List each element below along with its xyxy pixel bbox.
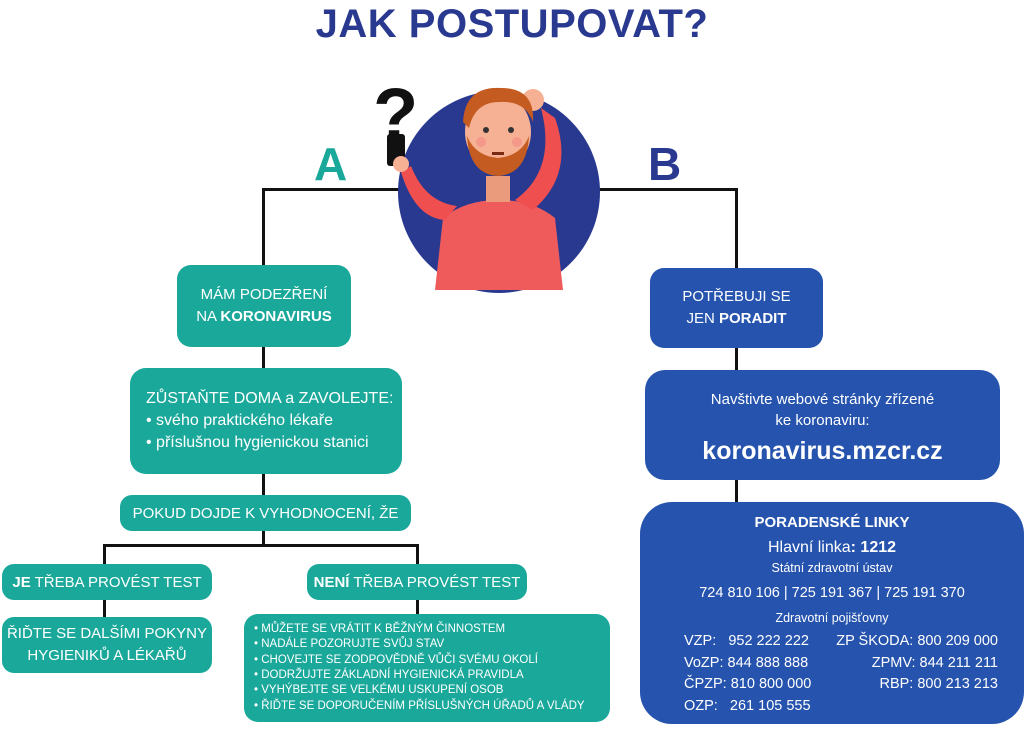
connector-left-test: [103, 600, 106, 617]
insurer-line: RBP: 800 213 213: [879, 676, 998, 692]
insurer-line: ČPZP: 810 800 000: [684, 676, 812, 692]
advice-line2: JEN PORADIT: [686, 310, 787, 327]
insurer-line: ZP ŠKODA: 800 209 000: [836, 633, 998, 649]
insurer-line: ZPMV: 844 211 211: [871, 654, 998, 671]
connector-b-1: [735, 348, 738, 370]
mouth: [492, 152, 504, 155]
test-needed-box: [2, 564, 212, 600]
connector-split: [103, 544, 418, 547]
advice-box: [650, 268, 823, 348]
confused-man-illustration: [365, 78, 610, 300]
no-test-list: [254, 622, 610, 714]
evaluation-text: POKUD DOJDE K VYHODNOCENÍ, ŽE: [132, 504, 399, 522]
eye-right: [508, 127, 514, 133]
connector-b-down: [735, 188, 738, 268]
neck: [486, 176, 510, 202]
suspicion-line2: NA KORONAVIRUS: [196, 308, 332, 325]
list-item: • MŮŽETE SE VRÁTIT K BĚŽNÝM ČINNOSTEM: [254, 622, 610, 637]
list-item: • svého praktického lékaře: [146, 410, 402, 432]
eye-left: [483, 127, 489, 133]
no-test-box: [244, 614, 610, 722]
list-item: • příslušnou hygienickou stanici: [146, 432, 402, 454]
phone-hand: [393, 156, 409, 172]
hotlines-box: [640, 502, 1024, 724]
stay-home-box: [130, 368, 402, 474]
insurers-right: [836, 631, 998, 717]
branch-b-label: B: [648, 138, 682, 190]
list-item: • NADÁLE POZORUJTE SVŮJ STAV: [254, 637, 610, 652]
website-box: [645, 370, 1000, 480]
question-mark-icon: ?: [373, 78, 419, 156]
connector-split-left: [103, 544, 106, 564]
list-item: • DODRŽUJTE ZÁKLADNÍ HYGIENICKÁ PRAVIDLA: [254, 668, 610, 683]
list-item: • ŘIĎTE SE DOPORUČENÍM PŘÍSLUŠNÝCH ÚŘADŮ A VLÁDY: [254, 699, 610, 714]
connector-b-2: [735, 480, 738, 502]
cheek-left: [476, 137, 486, 147]
stay-home-title: ZŮSTAŇTE DOMA a ZAVOLEJTE:: [146, 390, 394, 407]
test-needed-text: JE TŘEBA PROVÉST TEST: [12, 573, 202, 591]
cheek-right: [512, 137, 522, 147]
connector-a-1: [262, 346, 265, 368]
insurers-left: [684, 631, 811, 717]
instructions-line1: ŘIĎTE SE DALŠÍMI POKYNY: [6, 625, 208, 642]
connector-a-3: [262, 531, 265, 545]
website-url[interactable]: koronavirus.mzcr.cz: [702, 436, 943, 465]
test-not-needed-box: [307, 564, 527, 600]
stay-home-list: [146, 410, 402, 454]
instructions-box: [2, 617, 212, 673]
hotlines-title: PORADENSKÉ LINKY: [754, 514, 910, 531]
connector-a-2: [262, 473, 265, 495]
page-title: JAK POSTUPOVAT?: [315, 2, 709, 46]
insurer-line: OZP: 261 105 555: [684, 697, 811, 714]
insurer-line: VoZP: 844 888 888: [684, 654, 809, 671]
state-numbers: 724 810 106 | 725 191 367 | 725 191 370: [699, 585, 965, 601]
connector-right-test: [416, 600, 419, 614]
advice-line1: POTŘEBUJI SE: [682, 288, 791, 305]
insurers-columns: [640, 631, 1024, 717]
branch-a-label: A: [314, 138, 348, 190]
website-line2: ke koronaviru:: [775, 411, 870, 429]
website-line1: Navštivte webové stránky zřízené: [710, 390, 935, 408]
list-item: • VYHÝBEJTE SE VELKÉMU USKUPENÍ OSOB: [254, 683, 610, 698]
suspicion-box: [177, 265, 351, 347]
evaluation-box: [120, 495, 411, 531]
insurer-line: VZP: 952 222 222: [684, 633, 809, 649]
connector-split-right: [416, 544, 419, 564]
test-not-needed-text: NENÍ TŘEBA PROVÉST TEST: [313, 573, 521, 591]
instructions-line2: HYGIENIKŮ A LÉKAŘŮ: [27, 647, 187, 664]
connector-a-down: [262, 188, 265, 268]
main-line: Hlavní linka: 1212: [767, 539, 897, 556]
state-institute: Státní zdravotní ústav: [771, 561, 893, 575]
body-shirt: [435, 200, 563, 290]
suspicion-line1: MÁM PODEZŘENÍ: [200, 286, 328, 303]
list-item: • CHOVEJTE SE ZODPOVĚDNĚ VŮČI SVÉMU OKOLÍ: [254, 653, 610, 668]
insurers-title: Zdravotní pojišťovny: [775, 611, 889, 625]
